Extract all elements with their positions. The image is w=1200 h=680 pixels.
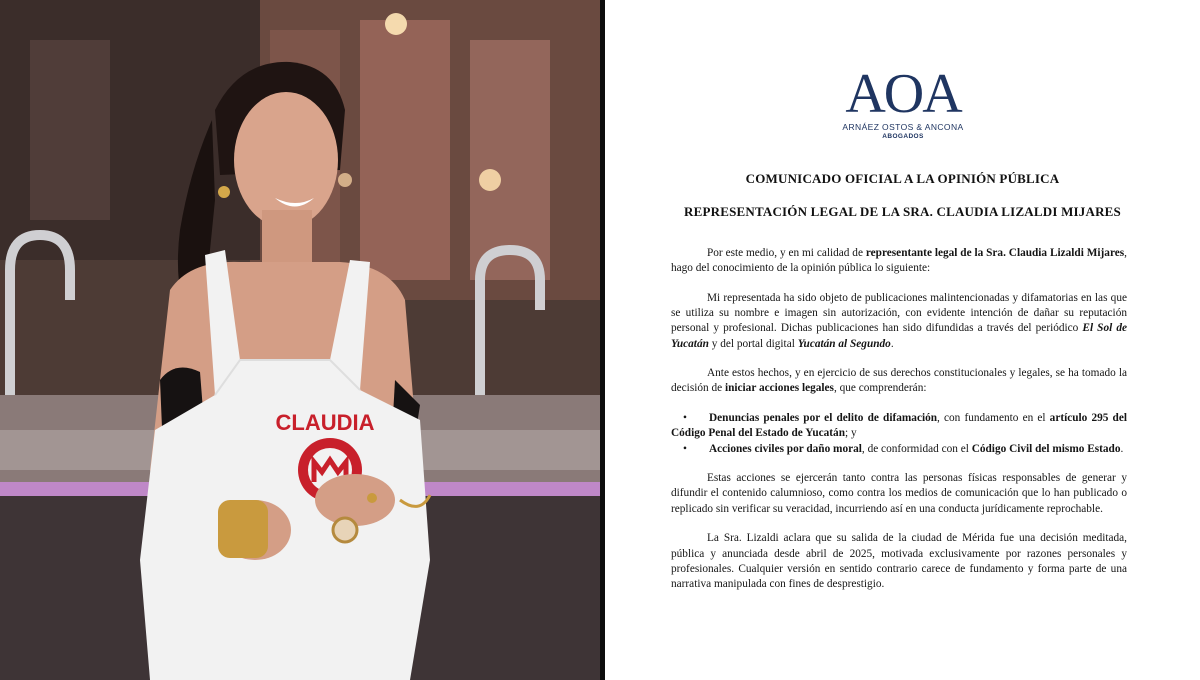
p2-portal: Yucatán al Segundo (797, 337, 891, 350)
paragraph-2 (671, 291, 1127, 352)
paragraph-4: Estas acciones se ejercerán tanto contra las personas físicas responsables de generar y difundir el contenido calumnioso, como contra los medios de comunicación que lo han publicado o replicado sin verificar su veracidad, incurriendo así en una conducta jurídicamente reprochable. (671, 472, 1127, 515)
p2-newspaper: El Sol de Yucatán (671, 322, 1127, 350)
list-item (671, 442, 1127, 457)
p3-text-c: , que comprenderán: (833, 382, 927, 395)
bullet-2-bold-c: Código Civil del mismo Estado (971, 442, 1121, 455)
bullet-1-bold-a: Denuncias penales por el delito de difamación (709, 412, 938, 425)
paragraph-3 (671, 366, 1127, 396)
p3-text-a: Ante estos hechos, y en ejercicio de sus derechos constitucionales y legales, se ha tomado la decisión de (671, 367, 1127, 395)
apron-name: CLAUDIA (275, 410, 375, 435)
document-subtitle: REPRESENTACIÓN LEGAL DE LA SRA. CLAUDIA LIZALDI MIJARES (684, 204, 1121, 219)
p2-text-a: Mi representada ha sido objeto de publicaciones malintencionadas y difamatorias en las que se utiliza su nombre e imagen sin autorización, con evidente intención de dañar su reputación personal y profesional. Dichas publicaciones han sido difundidas a través del periódico (671, 291, 1127, 335)
action-list (671, 411, 1127, 457)
logo-mark: AOA (845, 63, 961, 125)
paragraph-1 (671, 246, 1127, 276)
logo-subtitle: ABOGADOS (882, 133, 924, 140)
paragraph-5: La Sra. Lizaldi aclara que su salida de la ciudad de Mérida fue una decisión meditada, pública y anunciada desde abril de 2025, motivada exclusivamente por razones personales y profesionales. Cualquier versión en sentido contrario carece de fundamento y forma parte de una narrativa manipulada con fines de desprestigio. (671, 532, 1127, 590)
p1-text-a: Por este medio, y en mi calidad de (707, 247, 866, 259)
p1-text-c: , hago del conocimiento de la opinión pública lo siguiente: (671, 247, 1127, 275)
document-body (671, 246, 1127, 607)
logo-firm-name: ARNÁEZ OSTOS & ANCONA (842, 122, 964, 132)
bullet-2-text-d: . (1120, 442, 1124, 455)
document-panel (605, 0, 1200, 680)
bullet-dot: • (683, 412, 687, 425)
p1-bold: representante legal de la Sra. Claudia Lizaldi Mijares (865, 247, 1125, 259)
document-title: COMUNICADO OFICIAL A LA OPINIÓN PÚBLICA (745, 171, 1060, 186)
bullet-1-text-d: ; y (844, 427, 857, 440)
bullet-1-text-b: , con fundamento en el (937, 412, 1050, 425)
bullet-1-bold-c: artículo 295 del Código Penal del Estado de Yucatán (671, 412, 1127, 440)
bullet-dot: • (683, 442, 687, 455)
p2-text-c: y del portal digital (708, 337, 798, 350)
p2-text-e: . (890, 337, 894, 350)
p3-bold: iniciar acciones legales (724, 382, 834, 395)
list-item (671, 411, 1127, 441)
bullet-2-bold-a: Acciones civiles por daño moral (709, 442, 862, 455)
bullet-2-text-b: , de conformidad con el (861, 442, 972, 455)
firm-logo (837, 63, 969, 146)
